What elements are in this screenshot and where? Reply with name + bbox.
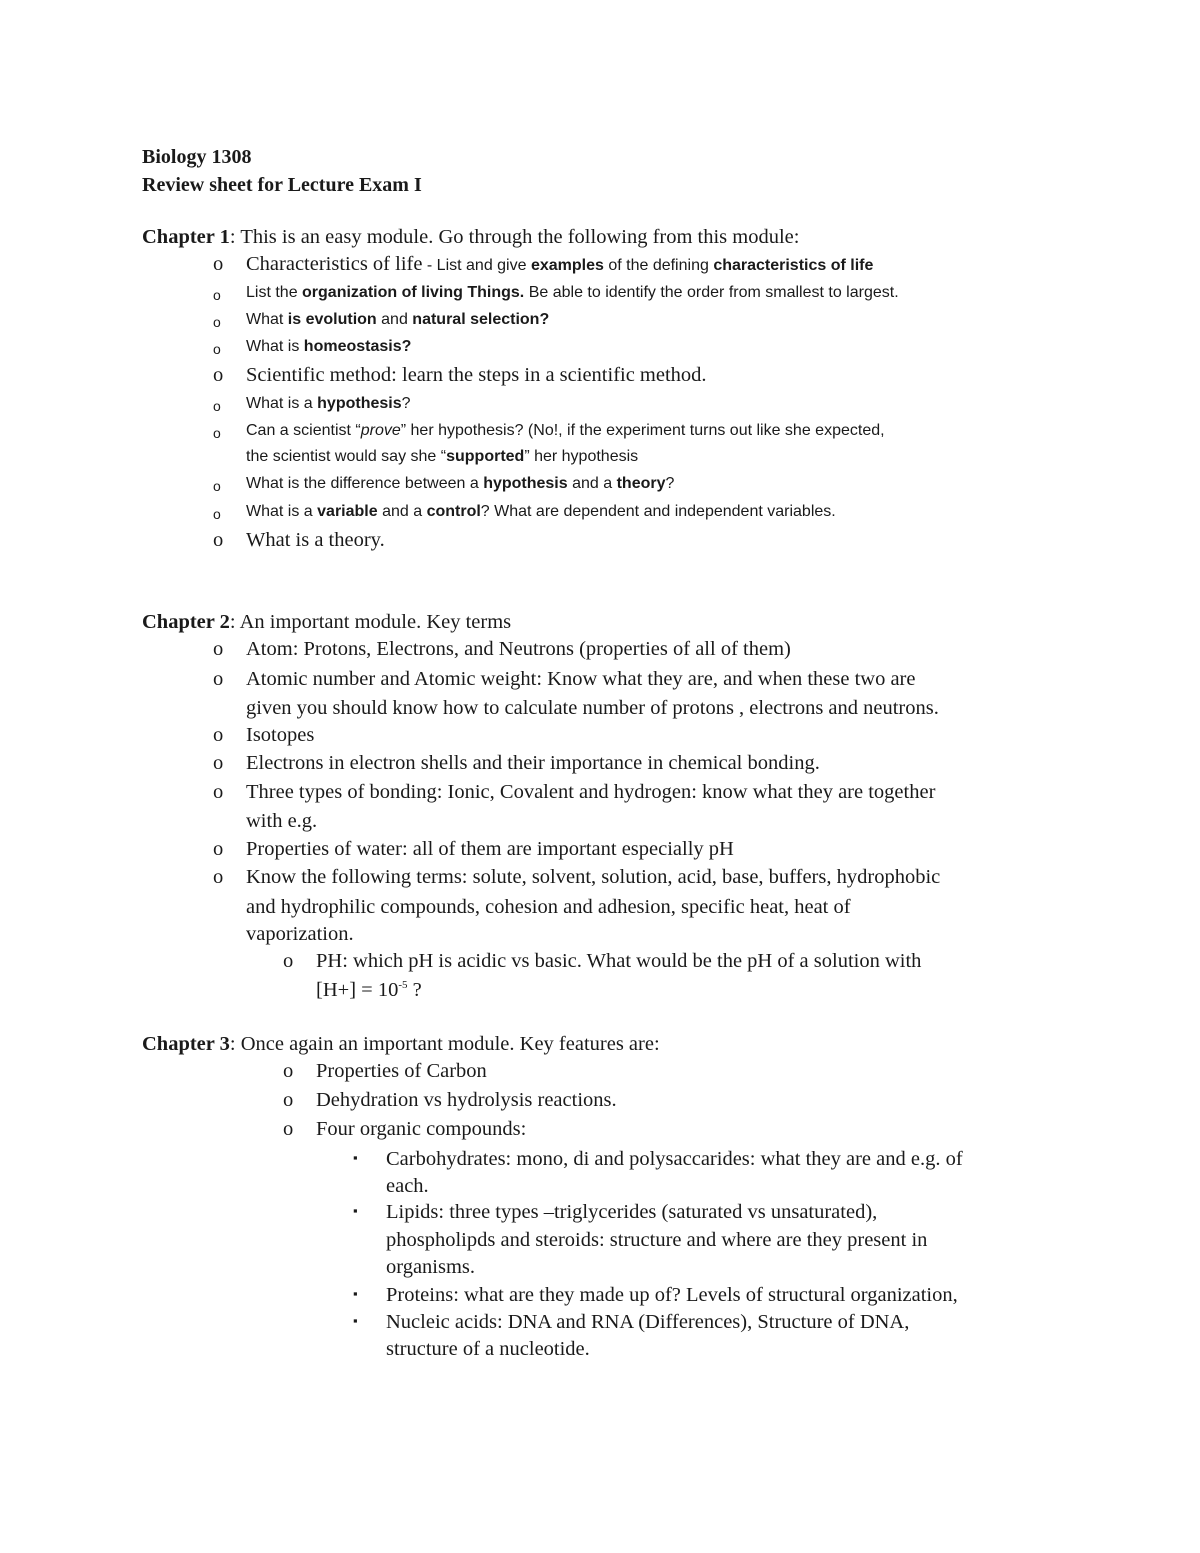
ch2-sub-item-ph-cont: $[H+] = 10^{-5}$ ? <box>316 979 422 1001</box>
course-title: Biology 1308 <box>142 146 252 168</box>
ch2-item-7-cont-1: and hydrophilic compounds, cohesion and adhesion, specific heat, heat of <box>246 896 851 918</box>
list-marker: o <box>213 506 221 522</box>
square-bullet-icon: ▪ <box>353 1313 358 1328</box>
chapter2-heading <box>142 611 511 634</box>
chapter3-intro: : Once again an important module. Key features are: <box>229 1033 660 1055</box>
ch2-item-1: o Atom: Protons, Electrons, and Neutrons (properties of all of them) <box>213 638 791 660</box>
square-bullet-icon: ▪ <box>353 1150 358 1165</box>
list-marker: o <box>213 838 224 860</box>
list-marker: o <box>213 781 224 803</box>
list-marker: o <box>213 287 221 303</box>
list-marker: o <box>213 253 224 275</box>
ch3-sub-item-proteins: ▪ Proteins: what are they made up of? Levels of structural organization, <box>353 1284 958 1306</box>
list-marker: o <box>213 478 221 494</box>
ch1-item-5: o Scientific method: learn the steps in a scientific method. <box>213 364 707 386</box>
list-marker: o <box>213 398 221 414</box>
list-marker: o <box>213 341 221 357</box>
list-marker: o <box>213 724 224 746</box>
ch2-item-2-cont: given you should know how to calculate number of protons , electrons and neutrons. <box>246 697 939 719</box>
ch1-item-2: o List the organization of living Things. Be able to identify the order from smallest to largest. <box>213 284 899 303</box>
chapter2-label: Chapter 2 <box>142 611 230 633</box>
ch1-item-4: o What is homeostasis? <box>213 338 412 357</box>
chapter1-intro: : This is an easy module. Go through the following from this module: <box>229 226 800 248</box>
ch3-sub-item-carbohydrates-cont: each. <box>386 1175 429 1197</box>
ch2-sub-item-ph: o PH: which pH is acidic vs basic. What would be the pH of a solution with <box>283 950 922 972</box>
list-marker: o <box>283 1089 294 1111</box>
list-marker: o <box>213 364 224 386</box>
square-bullet-icon: ▪ <box>353 1286 358 1301</box>
ch3-sub-item-nucleic-acids: ▪ Nucleic acids: DNA and RNA (Differences), Structure of DNA, <box>353 1311 910 1333</box>
list-marker: o <box>283 1118 294 1140</box>
ch1-item-6: o What is a hypothesis? <box>213 395 411 414</box>
ch1-item-7: o Can a scientist “prove” her hypothesis? (No!, if the experiment turns out like she expected, <box>213 422 885 441</box>
chapter3-label: Chapter 3 <box>142 1033 230 1055</box>
list-marker: o <box>213 668 224 690</box>
ch2-item-5: o Three types of bonding: Ionic, Covalent and hydrogen: know what they are together <box>213 781 936 803</box>
ch3-sub-item-lipids: ▪ Lipids: three types –triglycerides (saturated vs unsaturated), <box>353 1201 878 1223</box>
chapter1-label: Chapter 1 <box>142 226 230 248</box>
chapter3-heading <box>142 1033 660 1056</box>
ch2-item-3: o Isotopes <box>213 724 315 746</box>
ch2-item-2: o Atomic number and Atomic weight: Know what they are, and when these two are <box>213 668 916 690</box>
ch3-sub-item-lipids-cont-2: organisms. <box>386 1256 476 1278</box>
list-marker: o <box>213 529 224 551</box>
chapter2-intro: : An important module. Key terms <box>229 611 512 633</box>
list-marker: o <box>213 425 221 441</box>
ch3-sub-item-lipids-cont-1: phospholipds and steroids: structure and where are they present in <box>386 1229 928 1251</box>
ch1-item-9: o What is a variable and a control? What are dependent and independent variables. <box>213 503 836 522</box>
chapter1-heading <box>142 226 799 249</box>
ch3-sub-item-nucleic-acids-cont: structure of a nucleotide. <box>386 1338 590 1360</box>
ch2-item-7: o Know the following terms: solute, solvent, solution, acid, base, buffers, hydrophobic <box>213 866 941 888</box>
list-marker: o <box>283 950 294 972</box>
ch2-item-7-cont-2: vaporization. <box>246 923 354 945</box>
ch1-item-3: o What is evolution and natural selection? <box>213 311 550 330</box>
ch1-item-8: o What is the difference between a hypothesis and a theory? <box>213 475 675 494</box>
ch2-item-4: o Electrons in electron shells and their importance in chemical bonding. <box>213 752 820 774</box>
ch2-item-5-cont: with e.g. <box>246 810 318 832</box>
ch3-item-3: o Four organic compounds: <box>283 1118 527 1140</box>
list-marker: o <box>213 752 224 774</box>
ch2-item-6: o Properties of water: all of them are important especially pH <box>213 838 734 860</box>
list-marker: o <box>213 866 224 888</box>
review-sheet-title: Review sheet for Lecture Exam I <box>142 174 422 196</box>
ch1-item-10: o What is a theory. <box>213 529 385 551</box>
square-bullet-icon: ▪ <box>353 1203 358 1218</box>
list-marker: o <box>213 314 221 330</box>
ch1-item-7-cont: the scientist would say she “supported” her hypothesis <box>246 448 639 465</box>
ch3-item-1: o Properties of Carbon <box>283 1060 487 1082</box>
ch3-item-2: o Dehydration vs hydrolysis reactions. <box>283 1089 617 1111</box>
list-marker: o <box>283 1060 294 1082</box>
ch3-sub-item-carbohydrates: ▪ Carbohydrates: mono, di and polysaccarides: what they are and e.g. of <box>353 1148 963 1170</box>
ch1-item-1: o Characteristics of life - List and give examples of the defining characteristics of life <box>213 253 874 275</box>
list-marker: o <box>213 638 224 660</box>
